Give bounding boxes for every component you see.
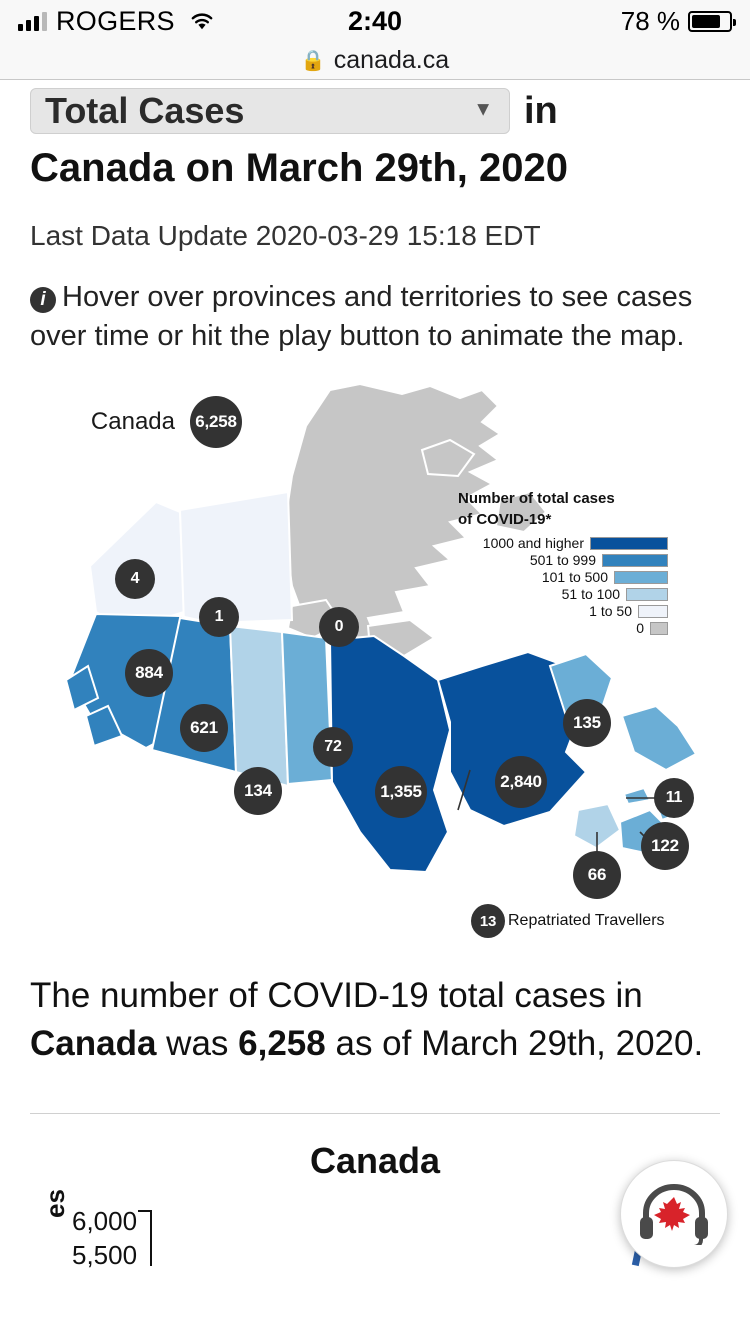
bubble-newfoundland-labrador[interactable]: 135 xyxy=(563,699,611,747)
canada-map[interactable] xyxy=(30,380,720,940)
map-hint xyxy=(30,278,720,356)
legend-swatch xyxy=(614,571,668,584)
info-icon: i xyxy=(30,287,56,313)
legend-label: 101 to 500 xyxy=(541,569,608,586)
legend-swatch xyxy=(638,605,668,618)
legend-title-line2: of COVID-19* xyxy=(458,511,552,529)
bubble-nunavut[interactable]: 0 xyxy=(319,607,359,647)
legend-title-line1: Number of total cases xyxy=(458,490,615,508)
section-divider xyxy=(30,1113,720,1114)
chart-axis-line xyxy=(150,1210,152,1266)
map-hint-text: Hover over provinces and territories to see cases over time or hit the play button to animate the map. xyxy=(30,281,693,353)
browser-address-bar[interactable] xyxy=(0,42,750,80)
legend-row xyxy=(458,587,668,602)
headset-maple-leaf-icon xyxy=(638,1183,710,1245)
status-bar-right xyxy=(621,6,732,37)
bubble-canada[interactable]: 6,258 xyxy=(190,396,242,448)
clock-label: 2:40 xyxy=(347,5,403,36)
summary-country: Canada xyxy=(30,1023,157,1063)
last-update-label: Last Data Update 2020-03-29 15:18 EDT xyxy=(30,220,541,251)
summary-total: 6,258 xyxy=(238,1023,326,1063)
page-content xyxy=(0,88,750,1270)
bubble-ontario[interactable]: 1,355 xyxy=(375,766,427,818)
bubble-northwest-territories[interactable]: 1 xyxy=(199,597,239,637)
legend-label: 0 xyxy=(636,620,644,637)
legend-swatch xyxy=(590,537,668,550)
legend-row xyxy=(458,570,668,585)
legend-label: 501 to 999 xyxy=(529,552,596,569)
summary-part3: as of March 29th, 2020. xyxy=(335,1023,704,1063)
bubble-repatriated-travellers[interactable]: 13 xyxy=(471,904,505,938)
summary-part1: The number of COVID-19 total cases in xyxy=(30,976,643,1016)
url-text: canada.ca xyxy=(333,46,450,74)
bubble-saskatchewan[interactable]: 134 xyxy=(234,767,282,815)
legend-label: 51 to 100 xyxy=(561,586,620,603)
lock-icon: 🔒 xyxy=(300,50,326,72)
legend-row xyxy=(458,553,668,568)
country-label: Canada xyxy=(90,408,175,436)
legend-row xyxy=(458,536,668,551)
chart-title: Canada xyxy=(309,1139,441,1181)
legend-swatch xyxy=(650,622,668,635)
map-legend xyxy=(458,490,668,638)
legend-row xyxy=(458,604,668,619)
legend-swatch xyxy=(626,588,668,601)
battery-percent-label: 78 % xyxy=(620,5,680,36)
bubble-manitoba[interactable]: 72 xyxy=(313,727,353,767)
headline-row xyxy=(30,88,720,134)
bubble-nova-scotia[interactable]: 122 xyxy=(641,822,689,870)
chart-y-tick: 6,000 xyxy=(72,1205,138,1236)
summary-part2: was xyxy=(166,1023,229,1063)
page-title: Canada on March 29th, 2020 xyxy=(30,146,568,190)
accessibility-chat-button[interactable] xyxy=(620,1160,728,1268)
headline-connector: in xyxy=(524,89,558,132)
bubble-alberta[interactable]: 621 xyxy=(180,704,228,752)
bubble-british-columbia[interactable]: 884 xyxy=(125,649,173,697)
bubble-new-brunswick[interactable]: 66 xyxy=(573,851,621,899)
legend-row xyxy=(458,621,668,636)
legend-label: 1000 and higher xyxy=(482,535,584,552)
bubble-quebec[interactable]: 2,840 xyxy=(495,756,547,808)
bubble-prince-edward-island[interactable]: 11 xyxy=(654,778,694,818)
legend-label: 1 to 50 xyxy=(589,603,632,620)
summary-text xyxy=(30,972,720,1067)
bubble-yukon[interactable]: 4 xyxy=(115,559,155,599)
status-bar xyxy=(0,0,750,42)
metric-select[interactable] xyxy=(30,88,510,134)
repatriated-travellers-label: Repatriated Travellers xyxy=(508,912,665,930)
carrier-label: ROGERS xyxy=(56,5,175,36)
chart-y-axis-label: es xyxy=(40,1188,70,1218)
battery-icon xyxy=(688,11,732,32)
legend-swatch xyxy=(602,554,668,567)
chart-axis-area xyxy=(30,1188,720,1270)
metric-select-value: Total Cases xyxy=(45,90,245,131)
chart-y-tick: 5,500 xyxy=(72,1239,138,1270)
chevron-down-icon: ▼ xyxy=(473,98,493,121)
